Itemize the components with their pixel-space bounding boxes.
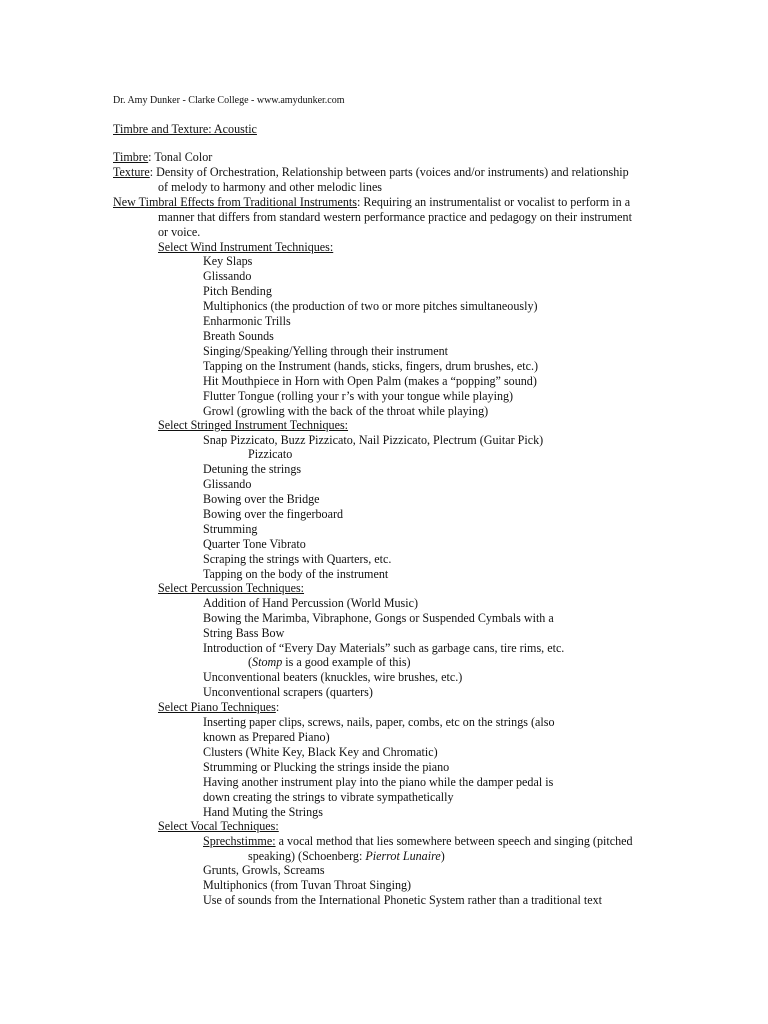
list-item: Key Slaps — [203, 254, 253, 268]
texture-definition-cont: of melody to harmony and other melodic lines — [158, 180, 383, 194]
paren-open: ( — [248, 655, 253, 669]
list-item: Addition of Hand Percussion (World Music) — [203, 596, 419, 610]
piano-heading: Select Piano Techniques — [158, 700, 276, 714]
list-item: Growl (growling with the back of the throat while playing) — [203, 404, 489, 418]
list-item: Grunts, Growls, Screams — [203, 863, 325, 877]
list-item: Tapping on the Instrument (hands, sticks, fingers, drum brushes, etc.) — [203, 359, 539, 373]
list-item: Pitch Bending — [203, 284, 272, 298]
list-item: Having another instrument play into the piano while the damper pedal is — [203, 775, 554, 789]
page-title: Timbre and Texture: Acoustic — [113, 122, 257, 136]
list-item-cont — [248, 655, 411, 670]
texture-term: Texture — [113, 165, 150, 179]
list-item: Unconventional scrapers (quarters) — [203, 685, 373, 699]
texture-text: : Density of Orchestration, Relationship between parts (voices and/or instruments) and relationship — [149, 165, 629, 179]
list-item: Enharmonic Trills — [203, 314, 291, 328]
list-item: Glissando — [203, 269, 252, 283]
piano-heading-line — [158, 700, 279, 715]
list-item: Multiphonics (the production of two or more pitches simultaneously) — [203, 299, 538, 313]
list-item: Bowing over the fingerboard — [203, 507, 344, 521]
list-item-cont: Pizzicato — [248, 447, 293, 461]
list-item: Bowing the Marimba, Vibraphone, Gongs or Suspended Cymbals with a — [203, 611, 554, 625]
list-item-cont: String Bass Bow — [203, 626, 285, 640]
page-header: Dr. Amy Dunker - Clarke College - www.amydunker.com — [113, 95, 345, 106]
list-item: Detuning the strings — [203, 462, 302, 476]
list-item: Bowing over the Bridge — [203, 492, 320, 506]
list-item: Unconventional beaters (knuckles, wire brushes, etc.) — [203, 670, 463, 684]
list-item: Strumming — [203, 522, 258, 536]
list-item: Scraping the strings with Quarters, etc. — [203, 552, 392, 566]
timbre-term: Timbre — [113, 150, 149, 164]
vocal-heading: Select Vocal Techniques: — [158, 819, 279, 833]
list-item: Flutter Tongue (rolling your r’s with your tongue while playing) — [203, 389, 514, 403]
list-item: Strumming or Plucking the strings inside the piano — [203, 760, 450, 774]
list-item: Snap Pizzicato, Buzz Pizzicato, Nail Pizzicato, Plectrum (Guitar Pick) — [203, 433, 544, 447]
list-item: Use of sounds from the International Phonetic System rather than a traditional text — [203, 893, 602, 907]
timbre-text: : Tonal Color — [148, 150, 213, 164]
stomp-text: is a good example of this) — [282, 655, 411, 669]
new-timbral-term: New Timbral Effects from Traditional Instruments — [113, 195, 357, 209]
strings-heading: Select Stringed Instrument Techniques: — [158, 418, 349, 432]
sprechstimme-line — [203, 834, 633, 849]
list-item: Hand Muting the Strings — [203, 805, 323, 819]
list-item: Introduction of “Every Day Materials” such as garbage cans, tire rims, etc. — [203, 641, 565, 655]
sprechstimme-term: Sprechstimme: — [203, 834, 276, 848]
pierrot-title: Pierrot Lunaire — [365, 849, 441, 863]
list-item: Hit Mouthpiece in Horn with Open Palm (makes a “popping” sound) — [203, 374, 537, 388]
list-item: Quarter Tone Vibrato — [203, 537, 306, 551]
list-item: Clusters (White Key, Black Key and Chromatic) — [203, 745, 438, 759]
list-item: Glissando — [203, 477, 252, 491]
list-item: Tapping on the body of the instrument — [203, 567, 389, 581]
sprechstimme-text: a vocal method that lies somewhere between speech and singing (pitched — [275, 834, 633, 848]
sprechstimme-cont — [248, 849, 445, 864]
paren-close: ) — [440, 849, 445, 863]
list-item-cont: known as Prepared Piano) — [203, 730, 330, 744]
percussion-heading: Select Percussion Techniques: — [158, 581, 305, 595]
list-item-cont: down creating the strings to vibrate sympathetically — [203, 790, 454, 804]
new-timbral-cont-2: or voice. — [158, 225, 201, 239]
new-timbral-definition — [113, 195, 630, 210]
list-item: Inserting paper clips, screws, nails, paper, combs, etc on the strings (also — [203, 715, 555, 729]
sprechstimme-cont-text: speaking) (Schoenberg: — [248, 849, 366, 863]
new-timbral-text: : Requiring an instrumentalist or vocalist to perform in a — [357, 195, 631, 209]
new-timbral-cont-1: manner that differs from standard western performance practice and pedagogy on their instrument — [158, 210, 632, 224]
list-item: Breath Sounds — [203, 329, 274, 343]
stomp-title: Stomp — [252, 655, 283, 669]
wind-heading: Select Wind Instrument Techniques: — [158, 240, 334, 254]
list-item: Singing/Speaking/Yelling through their instrument — [203, 344, 449, 358]
list-item: Multiphonics (from Tuvan Throat Singing) — [203, 878, 412, 892]
texture-definition — [113, 165, 629, 180]
timbre-definition — [113, 150, 212, 165]
piano-heading-colon: : — [275, 700, 280, 714]
